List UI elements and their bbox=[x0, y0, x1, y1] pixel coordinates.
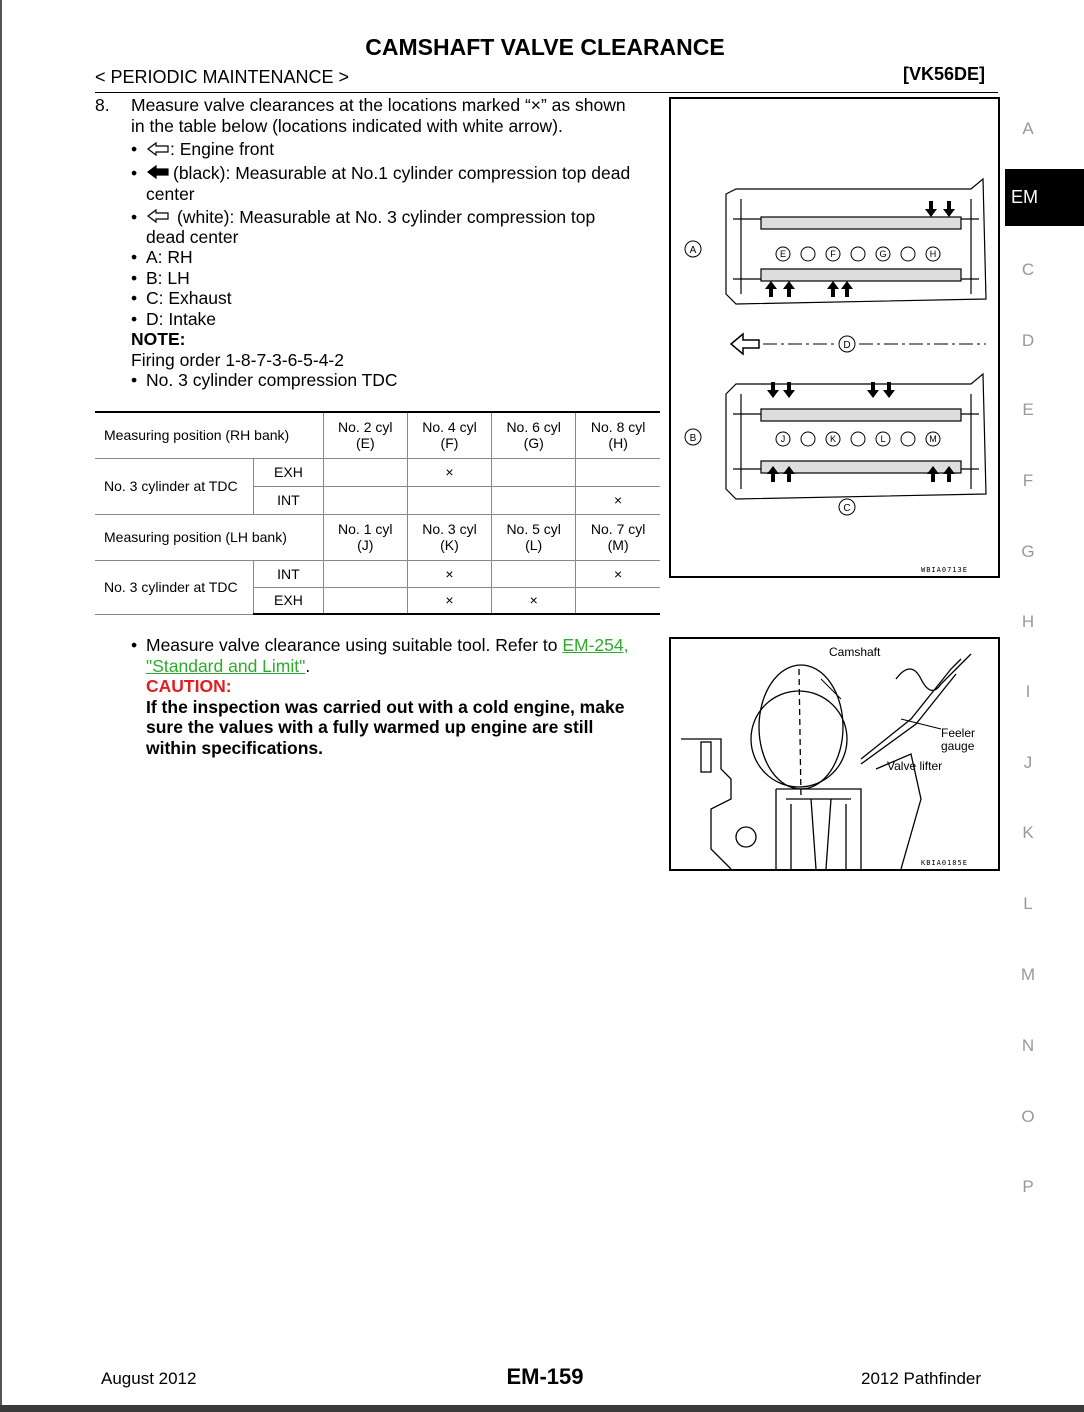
note-label: NOTE: bbox=[131, 329, 186, 349]
standard-limit-link[interactable]: "Standard and Limit" bbox=[146, 656, 306, 676]
feeler-label-2: gauge bbox=[941, 739, 975, 753]
caution-label: CAUTION: bbox=[146, 676, 232, 696]
table-col-header: No. 2 cyl (E) bbox=[323, 412, 407, 458]
camshaft-layout-figure bbox=[669, 97, 1000, 578]
caution-line-3: within specifications. bbox=[146, 738, 323, 758]
table-cell: × bbox=[576, 486, 660, 514]
cylinder-head-diagram bbox=[671, 99, 998, 576]
engine-model: [VK56DE] bbox=[903, 64, 986, 84]
table-col-header: No. 8 cyl (H) bbox=[576, 412, 660, 458]
marker-h: H bbox=[929, 249, 937, 259]
label-b: B bbox=[689, 433, 697, 444]
table-row bbox=[95, 458, 660, 486]
sidebar-letter-d[interactable]: D bbox=[1021, 331, 1035, 350]
sidebar-letter-h[interactable]: H bbox=[1021, 612, 1035, 631]
sidebar-letter-p[interactable]: P bbox=[1022, 1177, 1034, 1196]
table-col-header: No. 1 cyl (J) bbox=[323, 514, 407, 560]
engine-front-text: : Engine front bbox=[170, 139, 275, 159]
table-col-header: No. 7 cyl (M) bbox=[576, 514, 660, 560]
bullet-dot: • bbox=[131, 163, 138, 183]
table-cell: × bbox=[407, 458, 491, 486]
page-number: EM-159 bbox=[506, 1364, 584, 1389]
table-cell bbox=[576, 458, 660, 486]
sidebar-letter-m[interactable]: M bbox=[1020, 965, 1036, 984]
table-cell: × bbox=[576, 560, 660, 587]
sidebar-letter-c[interactable]: C bbox=[1021, 260, 1035, 279]
feeler-gauge-diagram bbox=[671, 639, 998, 869]
footer-vehicle: 2012 Pathfinder bbox=[861, 1369, 982, 1388]
label-c: C bbox=[843, 503, 851, 514]
marker-j: J bbox=[780, 434, 786, 444]
valve-cell: INT bbox=[254, 560, 323, 587]
bullet-dot: • bbox=[131, 207, 138, 227]
page-left-border bbox=[0, 0, 2, 1412]
sidebar-letter-n[interactable]: N bbox=[1021, 1036, 1035, 1055]
table-cell bbox=[323, 560, 407, 587]
tdc-item: No. 3 cylinder compression TDC bbox=[146, 370, 398, 390]
bullet-dot: • bbox=[131, 247, 138, 267]
sidebar-letter-j[interactable]: J bbox=[1023, 753, 1033, 772]
sidebar-letter-f[interactable]: F bbox=[1022, 471, 1034, 490]
white-arrow-icon bbox=[146, 141, 170, 157]
feeler-gauge-figure bbox=[669, 637, 1000, 871]
firing-order: Firing order 1-8-7-3-6-5-4-2 bbox=[131, 350, 344, 370]
table-cell: × bbox=[407, 587, 491, 614]
page-bottom-border bbox=[0, 1405, 1084, 1412]
list-item: D: Intake bbox=[146, 309, 217, 329]
step-line-1: Measure valve clearances at the locations marked “×” as shown bbox=[131, 95, 626, 115]
valve-lifter-label: Valve lifter bbox=[887, 759, 943, 773]
valve-cell: EXH bbox=[254, 587, 323, 614]
figure-code: WBIA0713E bbox=[921, 566, 968, 574]
marker-f: F bbox=[830, 249, 836, 259]
label-a: A bbox=[689, 245, 697, 256]
marker-m: M bbox=[929, 434, 937, 444]
table-header-row bbox=[95, 514, 660, 560]
sidebar-letter-a[interactable]: A bbox=[1022, 119, 1034, 138]
sidebar-letter-i[interactable]: I bbox=[1025, 682, 1031, 701]
page-title: CAMSHAFT VALVE CLEARANCE bbox=[365, 34, 725, 60]
sidebar-letter-k[interactable]: K bbox=[1022, 823, 1034, 842]
table-cell bbox=[492, 458, 576, 486]
marker-e: E bbox=[779, 249, 787, 259]
lh-header: Measuring position (LH bank) bbox=[95, 514, 323, 560]
table-cell bbox=[323, 486, 407, 514]
table-cell bbox=[492, 560, 576, 587]
section-breadcrumb: < PERIODIC MAINTENANCE > bbox=[95, 67, 350, 87]
table-header-row bbox=[95, 412, 660, 458]
measurement-table bbox=[95, 411, 660, 615]
sidebar-letter-e[interactable]: E bbox=[1022, 400, 1034, 419]
bullet-dot: • bbox=[131, 370, 138, 390]
table-row bbox=[95, 560, 660, 587]
table-cell bbox=[323, 587, 407, 614]
table-col-header: No. 5 cyl (L) bbox=[492, 514, 576, 560]
table-cell bbox=[576, 587, 660, 614]
section-tab-em[interactable]: EM bbox=[1005, 169, 1084, 226]
white-arrow-icon bbox=[146, 208, 170, 224]
header-rule bbox=[95, 92, 998, 93]
list-item: C: Exhaust bbox=[146, 288, 232, 308]
white-arrow-text-1: (white): Measurable at No. 3 cylinder compression top bbox=[177, 207, 596, 227]
bullet-dot: • bbox=[131, 309, 138, 329]
marker-l: L bbox=[880, 434, 886, 444]
measure-text: Measure valve clearance using suitable tool. Refer to EM-254, bbox=[146, 635, 629, 655]
table-cell bbox=[407, 486, 491, 514]
white-arrow-text-2: dead center bbox=[146, 227, 239, 247]
caution-line-2: sure the values with a fully warmed up engine are still bbox=[146, 717, 594, 737]
table-col-header: No. 3 cyl (K) bbox=[407, 514, 491, 560]
black-arrow-icon bbox=[146, 164, 170, 180]
rh-tdc-label: No. 3 cylinder at TDC bbox=[95, 458, 254, 514]
measure-text-2: "Standard and Limit". bbox=[146, 656, 311, 676]
em-254-link[interactable]: EM-254, bbox=[562, 635, 629, 655]
table-col-header: No. 4 cyl (F) bbox=[407, 412, 491, 458]
step-number: 8. bbox=[95, 95, 110, 115]
table-col-header: No. 6 cyl (G) bbox=[492, 412, 576, 458]
bullet-dot: • bbox=[131, 288, 138, 308]
table-cell: × bbox=[492, 587, 576, 614]
sidebar-letter-o[interactable]: O bbox=[1021, 1107, 1035, 1126]
list-item: A: RH bbox=[146, 247, 193, 267]
camshaft-label: Camshaft bbox=[829, 645, 881, 659]
marker-g: G bbox=[879, 249, 887, 259]
valve-cell: INT bbox=[254, 486, 323, 514]
black-arrow-text-2: center bbox=[146, 184, 195, 204]
list-item: B: LH bbox=[146, 268, 190, 288]
bullet-dot: • bbox=[131, 635, 138, 655]
rh-header: Measuring position (RH bank) bbox=[95, 412, 323, 458]
valve-cell: EXH bbox=[254, 458, 323, 486]
engine-front-arrow bbox=[731, 334, 759, 354]
marker-k: K bbox=[829, 434, 837, 444]
bullet-dot: • bbox=[131, 139, 138, 159]
footer-date: August 2012 bbox=[101, 1369, 197, 1388]
table-cell bbox=[492, 486, 576, 514]
table-cell bbox=[323, 458, 407, 486]
label-d: D bbox=[843, 340, 851, 351]
step-line-2: in the table below (locations indicated with white arrow). bbox=[131, 116, 563, 136]
caution-line-1: If the inspection was carried out with a cold engine, make bbox=[146, 697, 625, 717]
figure-code: KBIA0185E bbox=[921, 859, 968, 867]
bullet-dot: • bbox=[131, 268, 138, 288]
sidebar-letter-l[interactable]: L bbox=[1023, 894, 1033, 913]
table-cell: × bbox=[407, 560, 491, 587]
sidebar-letter-g[interactable]: G bbox=[1021, 542, 1035, 561]
feeler-label-1: Feeler bbox=[941, 726, 976, 740]
lh-tdc-label: No. 3 cylinder at TDC bbox=[95, 560, 254, 614]
black-arrow-text-1: (black): Measurable at No.1 cylinder compression top dead bbox=[173, 163, 631, 183]
